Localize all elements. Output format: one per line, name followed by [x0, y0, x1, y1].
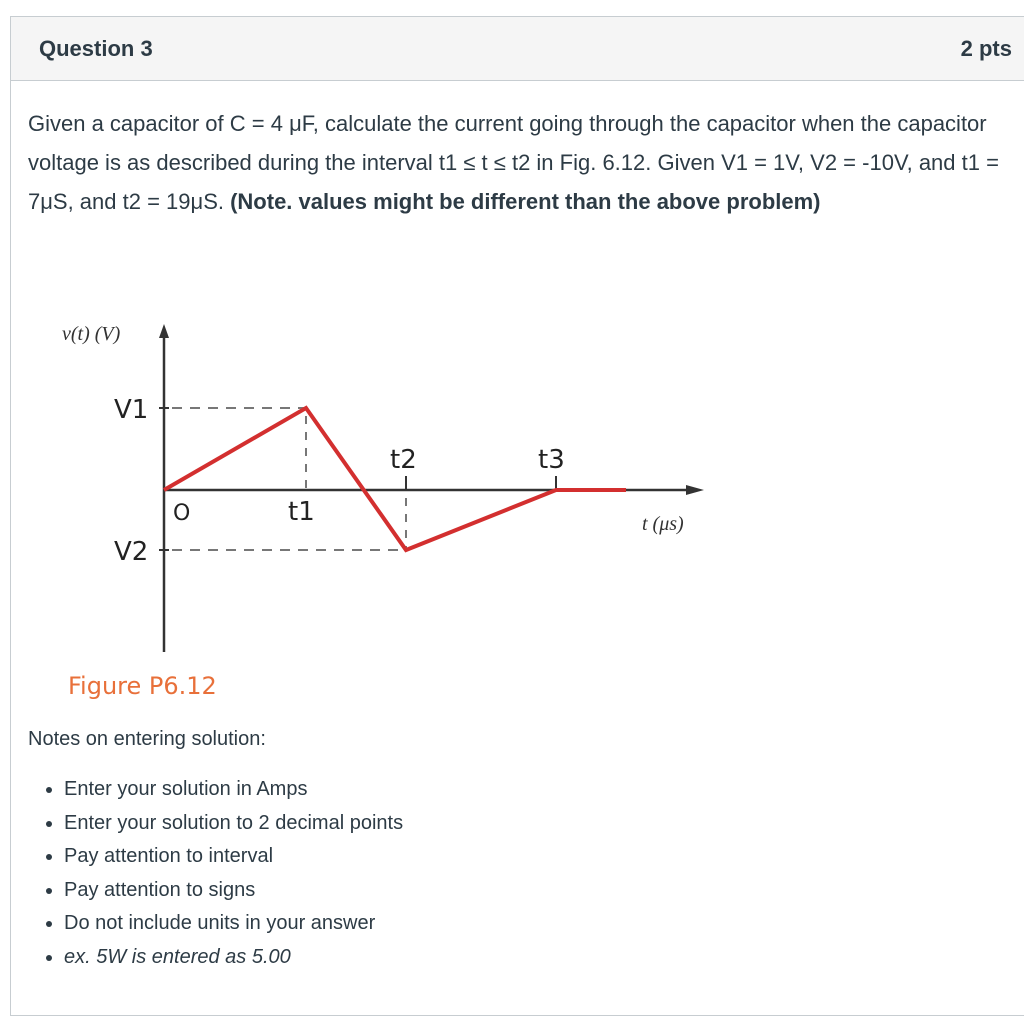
voltage-graph — [28, 306, 728, 706]
y-axis-label: v(t) (V) — [62, 323, 121, 345]
list-item: • Enter your solution to 2 decimal points — [64, 807, 403, 841]
list-item: • Enter your solution in Amps — [64, 773, 403, 807]
origin-label: O — [173, 501, 191, 526]
question-title: Question 3 — [39, 35, 153, 61]
question-header — [11, 17, 1024, 81]
x-axis-label: t (μs) — [642, 513, 684, 535]
question-body — [28, 104, 1010, 221]
x-axis-arrow — [686, 485, 704, 495]
prompt-text: Given a capacitor of C = 4 μF, calculate the current going through the capacitor when the capacitor voltage is as described during the interval t1 ≤ t ≤ t2 in Fig. 6.12. Given V1 = 1V, V2 = -10V, and t1 = 7μS, and t2 = 19μS. — [28, 111, 999, 214]
t2-label: t2 — [390, 445, 417, 475]
notes-heading: Notes on entering solution: — [28, 728, 266, 750]
figure-caption: Figure P6.12 — [68, 672, 217, 700]
v2-label: V2 — [114, 537, 149, 567]
t1-label: t1 — [288, 497, 315, 527]
v1-label: V1 — [114, 395, 149, 425]
list-item: • Pay attention to signs — [64, 874, 403, 908]
list-item: • Do not include units in your answer — [64, 907, 403, 941]
question-points: 2 pts — [960, 35, 1012, 61]
notes-section — [28, 728, 403, 974]
t3-label: t3 — [538, 445, 565, 475]
prompt-note: (Note. values might be different than the above problem) — [230, 189, 821, 214]
figure-p6-12 — [28, 306, 728, 706]
notes-list — [28, 773, 403, 974]
y-axis-arrow — [159, 324, 169, 338]
list-item: • Pay attention to interval — [64, 840, 403, 874]
list-item: • ex. 5W is entered as 5.00 — [64, 941, 403, 975]
question-prompt — [28, 104, 1010, 221]
